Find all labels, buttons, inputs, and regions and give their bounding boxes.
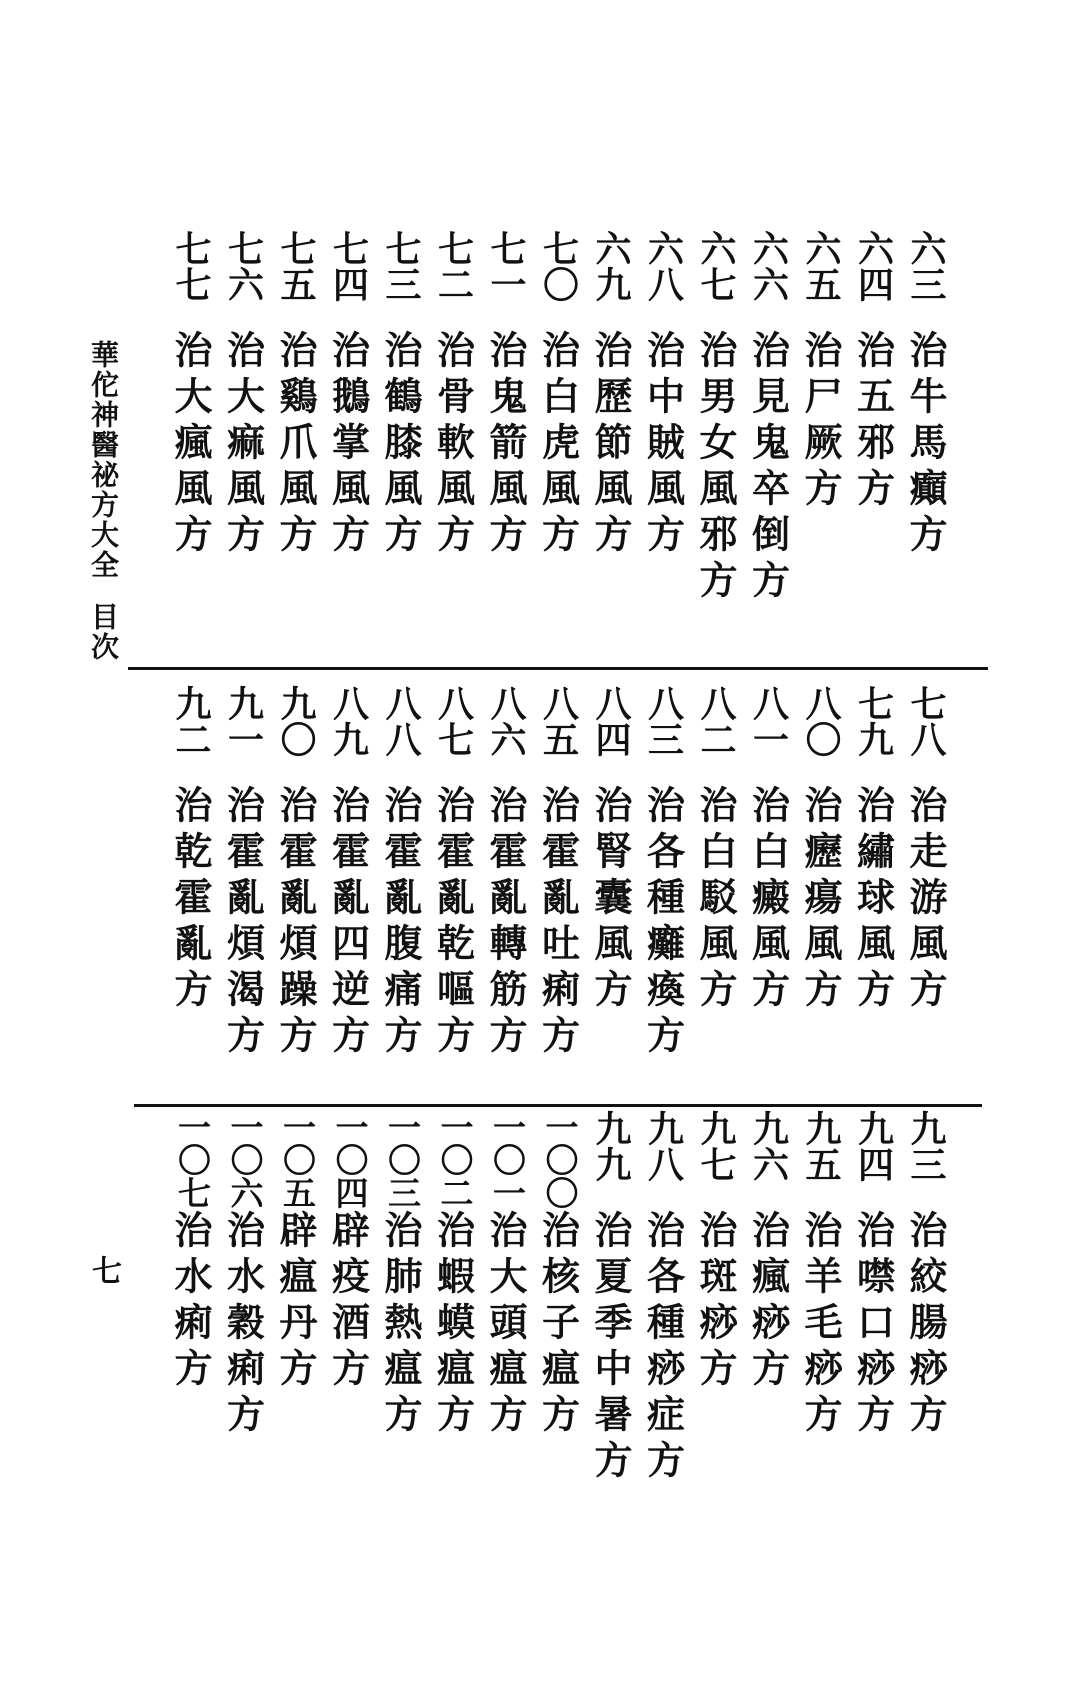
entry-number: 六三 <box>905 230 947 302</box>
entry-title: 治霍亂煩躁方 <box>273 785 318 1061</box>
entry-number: 六八 <box>642 230 685 302</box>
entry-title: 治肺熱瘟方 <box>378 1210 423 1440</box>
entry-number: 九六 <box>747 1110 790 1182</box>
entry-number: 六五 <box>800 230 842 302</box>
entry-number: 八九 <box>327 685 370 757</box>
entry-title: 治大痲風方 <box>220 330 266 560</box>
entry-title: 治霍亂轉筋方 <box>483 785 528 1061</box>
section-divider <box>134 1104 982 1107</box>
entry-title: 治水穀痢方 <box>220 1210 266 1440</box>
entry-number: 八四 <box>590 685 632 757</box>
section-divider <box>128 667 988 670</box>
entry-title: 治瘋痧方 <box>745 1210 791 1394</box>
entry-number: 八六 <box>485 685 527 757</box>
entry-number: 九一 <box>222 685 265 757</box>
entry-number: 七九 <box>852 685 895 757</box>
entry-number: 六九 <box>590 230 632 302</box>
entry-number: 七五 <box>275 230 317 302</box>
entry-title: 治霍亂四逆方 <box>325 785 371 1061</box>
entry-number: 八〇 <box>800 685 842 757</box>
entry-number: 一〇〇 <box>540 1110 580 1209</box>
entry-title: 治繡球風方 <box>850 785 896 1015</box>
entry-title: 治夏季中暑方 <box>588 1210 633 1486</box>
entry-title: 治大瘋風方 <box>168 330 213 560</box>
entry-number: 一〇七 <box>173 1110 212 1209</box>
entry-number: 八八 <box>380 685 422 757</box>
entry-title: 治絞腸痧方 <box>903 1210 948 1440</box>
entry-title: 治白虎風方 <box>535 330 581 560</box>
entry-number: 一〇二 <box>435 1110 475 1209</box>
entry-number: 一〇四 <box>330 1110 370 1209</box>
entry-title: 治鶴膝風方 <box>378 330 423 560</box>
entry-number: 一〇五 <box>278 1110 317 1209</box>
entry-title: 治尸厥方 <box>798 330 843 514</box>
entry-number: 一〇一 <box>488 1110 527 1209</box>
entry-title: 治鷄爪風方 <box>273 330 318 560</box>
toc-section-2 <box>0 685 1080 1065</box>
entry-number: 一〇六 <box>225 1110 265 1209</box>
entry-title: 治走游風方 <box>903 785 948 1015</box>
entry-title: 治羊毛痧方 <box>798 1210 843 1440</box>
entry-title: 治噤口痧方 <box>850 1210 896 1440</box>
entry-number: 九四 <box>852 1110 895 1182</box>
entry-number: 八七 <box>432 685 475 757</box>
entry-title: 治見鬼卒倒方 <box>745 330 791 606</box>
entry-number: 七〇 <box>537 230 580 302</box>
entry-title: 治霍亂乾嘔方 <box>430 785 476 1061</box>
entry-title: 治白癜風方 <box>745 785 791 1015</box>
entry-number: 九二 <box>170 685 212 757</box>
page-number: 七 <box>86 1255 121 1285</box>
entry-title: 辟瘟丹方 <box>273 1210 318 1394</box>
entry-title: 治牛馬癲方 <box>903 330 948 560</box>
entry-number: 一〇三 <box>383 1110 422 1209</box>
toc-section-1 <box>0 230 1080 650</box>
entry-number: 六四 <box>852 230 895 302</box>
entry-number: 九九 <box>590 1110 632 1182</box>
entry-number: 八五 <box>537 685 580 757</box>
entry-number: 九七 <box>695 1110 737 1182</box>
entry-title: 治蝦蟆瘟方 <box>430 1210 476 1440</box>
entry-title: 治歷節風方 <box>588 330 633 560</box>
entry-number: 六六 <box>747 230 790 302</box>
entry-number: 九三 <box>905 1110 947 1182</box>
entry-number: 八二 <box>695 685 737 757</box>
entry-number: 七七 <box>170 230 212 302</box>
entry-title: 治五邪方 <box>850 330 896 514</box>
entry-title: 治鬼箭風方 <box>483 330 528 560</box>
entry-number: 八一 <box>747 685 790 757</box>
entry-title: 治水痢方 <box>168 1210 213 1394</box>
entry-number: 七一 <box>485 230 527 302</box>
entry-title: 治乾霍亂方 <box>168 785 213 1015</box>
entry-number: 七二 <box>432 230 475 302</box>
entry-title: 治霍亂煩渴方 <box>220 785 266 1061</box>
entry-title: 治中賊風方 <box>640 330 686 560</box>
entry-number: 九八 <box>642 1110 685 1182</box>
entry-title: 治核子瘟方 <box>535 1210 581 1440</box>
entry-number: 六七 <box>695 230 737 302</box>
entry-number: 七四 <box>327 230 370 302</box>
section-label: 目次 <box>87 602 120 662</box>
book-title: 華佗神醫祕方大全 <box>87 340 120 580</box>
entry-number: 八三 <box>642 685 685 757</box>
entry-title: 治腎囊風方 <box>588 785 633 1015</box>
entry-number: 九五 <box>800 1110 842 1182</box>
entry-title: 治各種癱瘓方 <box>640 785 686 1061</box>
entry-title: 治霍亂腹痛方 <box>378 785 423 1061</box>
entry-title: 治斑痧方 <box>693 1210 738 1394</box>
entry-title: 治癧瘍風方 <box>798 785 843 1015</box>
entry-number: 九〇 <box>275 685 317 757</box>
entry-number: 七六 <box>222 230 265 302</box>
entry-title: 治各種痧症方 <box>640 1210 686 1486</box>
entry-title: 治白駁風方 <box>693 785 738 1015</box>
entry-number: 七八 <box>905 685 947 757</box>
entry-title: 治霍亂吐痢方 <box>535 785 581 1061</box>
entry-title: 治大頭瘟方 <box>483 1210 528 1440</box>
toc-section-3 <box>0 1110 1080 1486</box>
entry-title: 治骨軟風方 <box>430 330 476 560</box>
entry-title: 治男女風邪方 <box>693 330 738 606</box>
entry-title: 辟疫酒方 <box>325 1210 371 1394</box>
entry-number: 七三 <box>380 230 422 302</box>
entry-title: 治鵝掌風方 <box>325 330 371 560</box>
